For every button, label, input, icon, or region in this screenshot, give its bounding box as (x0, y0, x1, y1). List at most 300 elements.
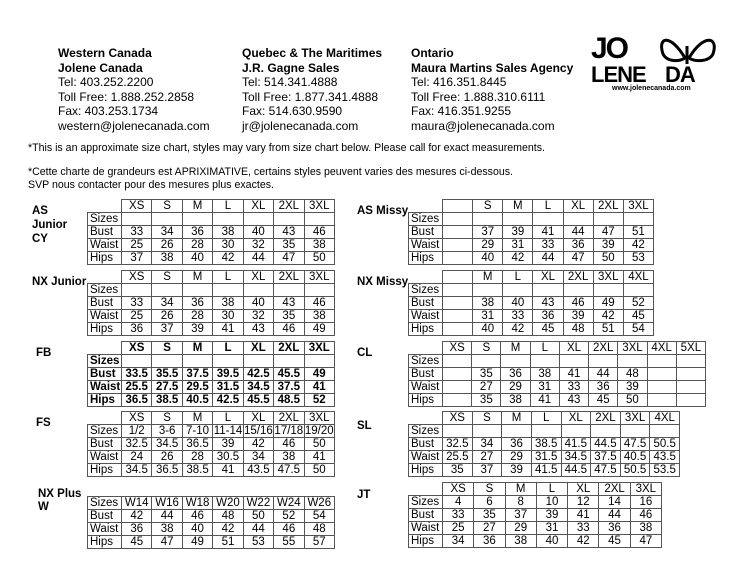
column-header: XL (568, 483, 599, 496)
table-cell (623, 213, 653, 226)
fax: Fax: 514.630.9590 (242, 104, 343, 119)
column-header: L (530, 342, 559, 355)
table-cell: 27.5 (152, 381, 182, 394)
table-cell (472, 425, 502, 438)
size-table-nx-junior (87, 270, 335, 336)
header-blank (409, 271, 443, 284)
row-label: Hips (88, 464, 122, 477)
column-header: S (472, 412, 502, 425)
table-cell: 31 (503, 239, 533, 252)
table-cell: 44.5 (591, 438, 621, 451)
toll-free: Toll Free: 1.888.310.6111 (411, 89, 546, 104)
column-header: W20 (213, 497, 243, 510)
table-cell: 42 (122, 510, 152, 523)
table-cell: 44 (243, 523, 273, 536)
region-title: Western Canada (58, 46, 152, 60)
table-cell: 38 (473, 297, 503, 310)
column-header: 3XL (304, 412, 334, 425)
table-cell (618, 355, 647, 368)
table-cell (501, 355, 530, 368)
column-header: W24 (274, 497, 304, 510)
agent-name: J.R. Gagne Sales (242, 60, 340, 75)
row-label: Hips (409, 323, 443, 336)
table-cell: 27 (474, 522, 505, 535)
table-cell (530, 355, 559, 368)
table-cell: 38 (152, 252, 182, 265)
column-header: XS (443, 483, 474, 496)
column-header: M (182, 412, 212, 425)
table-cell: 30 (213, 310, 243, 323)
row-label: Hips (409, 464, 443, 477)
table-cell: 39 (503, 226, 533, 239)
table-cell: 42 (503, 252, 533, 265)
column-header: 3XL (593, 271, 623, 284)
table-row (409, 381, 706, 394)
column-header: XS (122, 412, 152, 425)
table-cell: 1/2 (122, 425, 152, 438)
table-header-row (88, 200, 335, 213)
row-label: Sizes (409, 213, 443, 226)
table-cell: 7-10 (182, 425, 212, 438)
table-cell: 35 (472, 368, 501, 381)
table-cell: 29 (505, 522, 536, 535)
table-cell: 46 (304, 297, 334, 310)
row-label: Sizes (88, 497, 122, 510)
table-cell: 41 (213, 464, 243, 477)
table-cell: 50 (593, 252, 623, 265)
table-cell (243, 355, 273, 368)
agent-name: Jolene Canada (58, 60, 143, 75)
chart-label-fb: FB (36, 347, 52, 359)
phone: Tel: 416.351.8445 (411, 75, 507, 90)
row-label: Bust (409, 368, 443, 381)
table-cell: 44 (589, 368, 618, 381)
table-row (88, 252, 335, 265)
table-cell: 35 (274, 239, 304, 252)
table-cell: 50 (243, 510, 273, 523)
table-row (409, 451, 680, 464)
column-header: XL (533, 271, 563, 284)
table-row (88, 297, 335, 310)
table-cell: 41 (530, 394, 559, 407)
table-header-row (409, 200, 654, 213)
table-cell: 36.5 (182, 438, 212, 451)
column-header: L (213, 412, 243, 425)
column-header: S (152, 200, 182, 213)
table-cell (443, 284, 473, 297)
table-cell: 3-6 (152, 425, 182, 438)
table-cell (122, 213, 152, 226)
table-cell (182, 213, 212, 226)
row-label: Sizes (88, 425, 122, 438)
table-header-row (409, 342, 706, 355)
size-table-nx-plus-w (87, 496, 335, 549)
column-header: XS (122, 271, 152, 284)
table-cell: 50 (304, 252, 334, 265)
row-label: Sizes (409, 496, 443, 509)
table-cell: 43 (243, 323, 273, 336)
table-cell: 40 (243, 226, 273, 239)
table-row (409, 226, 654, 239)
size-table-as-missy (408, 199, 654, 265)
column-header: W18 (182, 497, 212, 510)
table-cell: 52 (274, 510, 304, 523)
table-cell: 40 (182, 523, 212, 536)
column-header: 2XL (589, 342, 618, 355)
table-cell: 26 (152, 451, 182, 464)
table-cell: 46 (274, 438, 304, 451)
table-cell: 19/20 (304, 425, 334, 437)
table-row (88, 368, 335, 381)
table-cell (623, 284, 653, 297)
row-label: Waist (409, 310, 443, 323)
column-header: W14 (122, 497, 152, 510)
table-cell: 34 (472, 438, 502, 451)
column-header: M (503, 200, 533, 213)
column-header: 2XL (591, 412, 621, 425)
butterfly-icon (662, 40, 715, 64)
column-header (443, 200, 473, 213)
column-header: M (182, 200, 212, 213)
table-cell (563, 213, 593, 226)
table-cell: 34 (152, 297, 182, 310)
table-cell: 42 (623, 239, 653, 252)
table-cell: 40 (243, 297, 273, 310)
header-blank (409, 483, 443, 496)
size-table-fs (87, 411, 335, 477)
table-row (409, 509, 662, 522)
table-cell: 32 (243, 310, 273, 323)
table-row (88, 323, 335, 336)
table-cell: 42.5 (213, 394, 243, 407)
table-cell: 36 (589, 381, 618, 394)
table-cell: 33 (533, 239, 563, 252)
chart-label-nx-junior: NX Junior (32, 276, 87, 288)
table-cell: 31.5 (213, 381, 243, 394)
table-cell: 24 (122, 451, 152, 464)
table-cell: 25 (443, 522, 474, 535)
table-cell (274, 284, 304, 297)
table-row (88, 464, 335, 477)
table-cell: 36.5 (152, 464, 182, 477)
row-label: Bust (409, 438, 443, 451)
column-header: W26 (304, 497, 334, 510)
table-cell: 38 (274, 451, 304, 464)
column-header: 3XL (623, 200, 653, 213)
row-label: Sizes (88, 355, 122, 368)
table-cell: 43.5 (243, 464, 273, 477)
table-cell: 48 (304, 523, 334, 536)
svg-text:JO: JO (591, 32, 628, 65)
table-cell (533, 213, 563, 226)
column-header: XL (243, 271, 273, 284)
table-cell: 35 (443, 464, 473, 477)
table-cell: 33 (122, 297, 152, 310)
table-cell: 43 (533, 297, 563, 310)
table-cell: 36 (182, 297, 212, 310)
table-cell: 12 (568, 496, 599, 509)
chart-label-as-junior: AS Junior CY (32, 205, 68, 245)
header-blank (409, 200, 443, 213)
table-cell (650, 425, 680, 438)
table-cell: 49 (304, 368, 334, 381)
row-label: Waist (409, 239, 443, 252)
table-row (88, 523, 335, 536)
table-cell: 31 (530, 381, 559, 394)
size-table-jt (408, 482, 662, 548)
table-row (409, 464, 680, 477)
table-cell: 52 (623, 297, 653, 310)
chart-label-nx-plus-w: NX Plus W (38, 488, 82, 513)
row-label: Hips (88, 394, 122, 407)
table-cell (620, 425, 650, 438)
row-label: Waist (88, 381, 122, 394)
contact-western-canada (58, 46, 210, 134)
table-cell: 25.5 (122, 381, 152, 394)
table-header-row (409, 271, 654, 284)
table-header-row (88, 342, 335, 355)
row-label: Bust (88, 297, 122, 310)
table-cell: 54 (623, 323, 653, 336)
contact-quebec-maritimes (242, 46, 382, 134)
table-cell: 35 (274, 310, 304, 323)
table-cell: 38 (530, 368, 559, 381)
table-cell: 49 (182, 536, 212, 549)
table-cell: 43.5 (650, 451, 680, 464)
table-row (409, 496, 662, 509)
table-cell: 39 (502, 464, 532, 477)
table-cell (304, 284, 334, 297)
table-cell: 47 (593, 226, 623, 239)
table-cell: 30.5 (213, 451, 243, 464)
fax: Fax: 403.253.1734 (58, 104, 159, 119)
table-cell: 39 (618, 381, 647, 394)
column-header: M (501, 342, 530, 355)
table-cell: 34 (443, 535, 474, 548)
table-cell: 42 (243, 438, 273, 451)
table-cell: 36 (501, 368, 530, 381)
column-header: M (505, 483, 536, 496)
table-cell (443, 239, 473, 252)
table-cell: 41 (213, 323, 243, 336)
table-cell: 29 (502, 451, 532, 464)
fax: Fax: 416.351.9255 (411, 104, 512, 119)
table-cell: 43 (559, 394, 588, 407)
column-header: L (213, 200, 243, 213)
column-header: 4XL (647, 342, 676, 355)
row-label: Bust (409, 509, 443, 522)
table-cell (443, 252, 473, 265)
table-cell: 36 (599, 522, 630, 535)
table-cell (559, 355, 588, 368)
table-cell (182, 355, 212, 368)
table-cell: 8 (505, 496, 536, 509)
table-cell (122, 284, 152, 297)
row-label: Hips (88, 252, 122, 265)
column-header: L (531, 412, 561, 425)
table-row (88, 451, 335, 464)
table-cell: 42 (503, 323, 533, 336)
column-header: XS (122, 200, 152, 213)
row-label: Bust (409, 297, 443, 310)
table-cell: 40.5 (182, 394, 212, 407)
column-header: W22 (243, 497, 273, 510)
table-row (88, 239, 335, 252)
table-cell: 39 (593, 239, 623, 252)
table-header-row (88, 412, 335, 425)
table-row (409, 239, 654, 252)
table-cell (591, 425, 621, 438)
table-cell (647, 394, 676, 407)
table-cell: 17/18 (274, 425, 304, 437)
table-cell (213, 355, 243, 368)
table-cell (443, 323, 473, 336)
table-cell: 32 (243, 239, 273, 252)
table-row (409, 323, 654, 336)
table-cell (473, 284, 503, 297)
table-cell: 35.5 (152, 368, 182, 381)
table-cell: 38 (630, 522, 661, 535)
table-cell: 41 (559, 368, 588, 381)
table-cell: 10 (536, 496, 567, 509)
column-header: S (473, 200, 503, 213)
table-cell: 53 (623, 252, 653, 265)
table-cell: 52 (304, 394, 334, 407)
table-cell: 25.5 (443, 451, 473, 464)
table-row (88, 310, 335, 323)
table-cell: 15/16 (244, 425, 273, 437)
table-cell: 38 (152, 523, 182, 536)
column-header: L (533, 200, 563, 213)
table-cell: 35 (474, 509, 505, 522)
column-header: 2XL (274, 412, 304, 425)
table-cell (676, 355, 705, 368)
email: jr@jolenecanada.com (242, 118, 359, 133)
table-cell (647, 355, 676, 368)
table-row (88, 213, 335, 226)
table-cell (152, 355, 182, 368)
column-header: XS (443, 412, 473, 425)
column-header: M (182, 271, 212, 284)
table-cell: 39 (182, 323, 212, 336)
table-cell: 46 (274, 523, 304, 536)
table-cell (243, 213, 273, 226)
table-cell (563, 284, 593, 297)
table-cell: 47.5 (274, 464, 304, 477)
row-label: Waist (88, 451, 122, 464)
column-header: 3XL (304, 271, 334, 284)
table-cell: 45 (533, 323, 563, 336)
table-cell: 44 (599, 509, 630, 522)
table-cell: 47.5 (591, 464, 621, 477)
table-cell: 31 (473, 310, 503, 323)
note-english: *This is an approximate size chart, styles may vary from size chart below. Please call for exact measurements. (28, 142, 545, 154)
table-cell: 40.5 (620, 451, 650, 464)
table-cell: 45 (122, 536, 152, 549)
table-cell (443, 355, 472, 368)
website-url: www.jolenecanada.com (612, 85, 691, 92)
table-cell: 50 (618, 394, 647, 407)
table-cell: 37 (472, 464, 502, 477)
table-row (409, 394, 706, 407)
row-label: Hips (88, 323, 122, 336)
phone: Tel: 514.341.4888 (242, 75, 338, 90)
column-header: S (152, 342, 182, 355)
table-row (409, 522, 662, 535)
table-cell: 28 (182, 451, 212, 464)
table-cell: 38 (213, 297, 243, 310)
row-label: Sizes (409, 425, 443, 438)
toll-free: Toll Free: 1.877.341.4888 (242, 89, 379, 104)
table-cell: 41 (304, 381, 334, 394)
table-cell: 43 (274, 226, 304, 239)
row-label: Hips (409, 252, 443, 265)
table-cell: 40 (473, 323, 503, 336)
table-row (88, 536, 335, 549)
table-cell: 36 (122, 523, 152, 536)
table-cell (531, 425, 561, 438)
table-header-row (409, 483, 662, 496)
table-cell: 16 (630, 496, 661, 509)
phone: Tel: 403.252.2200 (58, 75, 154, 90)
table-cell: 35 (472, 394, 501, 407)
column-header: 5XL (676, 342, 705, 355)
table-cell: 38 (213, 226, 243, 239)
column-header: M (182, 342, 212, 355)
table-row (88, 381, 335, 394)
contact-ontario (411, 46, 573, 134)
table-cell: 33 (568, 522, 599, 535)
table-cell: 11-14 (213, 425, 243, 437)
table-cell: 37 (152, 323, 182, 336)
table-cell: 34.5 (243, 381, 273, 394)
email: western@jolenecanada.com (58, 118, 210, 133)
column-header: L (213, 342, 243, 355)
table-cell: 40 (536, 535, 567, 548)
table-cell: 42 (593, 310, 623, 323)
row-label: Sizes (88, 284, 122, 297)
table-cell: 50 (304, 464, 334, 477)
table-cell (589, 355, 618, 368)
size-table-fb (87, 341, 335, 407)
row-label: Sizes (88, 213, 122, 226)
table-cell (593, 284, 623, 297)
table-cell: 57 (304, 536, 334, 549)
table-cell (274, 213, 304, 226)
table-cell: 33 (122, 226, 152, 239)
table-row (88, 425, 335, 438)
row-label: Bust (88, 368, 122, 381)
table-cell: 37.5 (591, 451, 621, 464)
table-cell: 29.5 (182, 381, 212, 394)
chart-label-cl: CL (357, 347, 373, 359)
table-cell: 40 (182, 252, 212, 265)
table-cell: 45 (623, 310, 653, 323)
row-label: Waist (409, 522, 443, 535)
table-cell (503, 213, 533, 226)
table-cell: 39 (213, 438, 243, 451)
chart-label-as-missy: AS Missy (357, 205, 409, 217)
column-header: XL (559, 342, 588, 355)
table-cell: 41.5 (561, 438, 591, 451)
table-cell: 38 (505, 535, 536, 548)
table-cell: 33 (443, 509, 474, 522)
table-row (409, 297, 654, 310)
table-cell (443, 226, 473, 239)
table-cell: 47 (152, 536, 182, 549)
table-cell: 47 (630, 535, 661, 548)
chart-label-nx-missy: NX Missy (357, 276, 409, 288)
